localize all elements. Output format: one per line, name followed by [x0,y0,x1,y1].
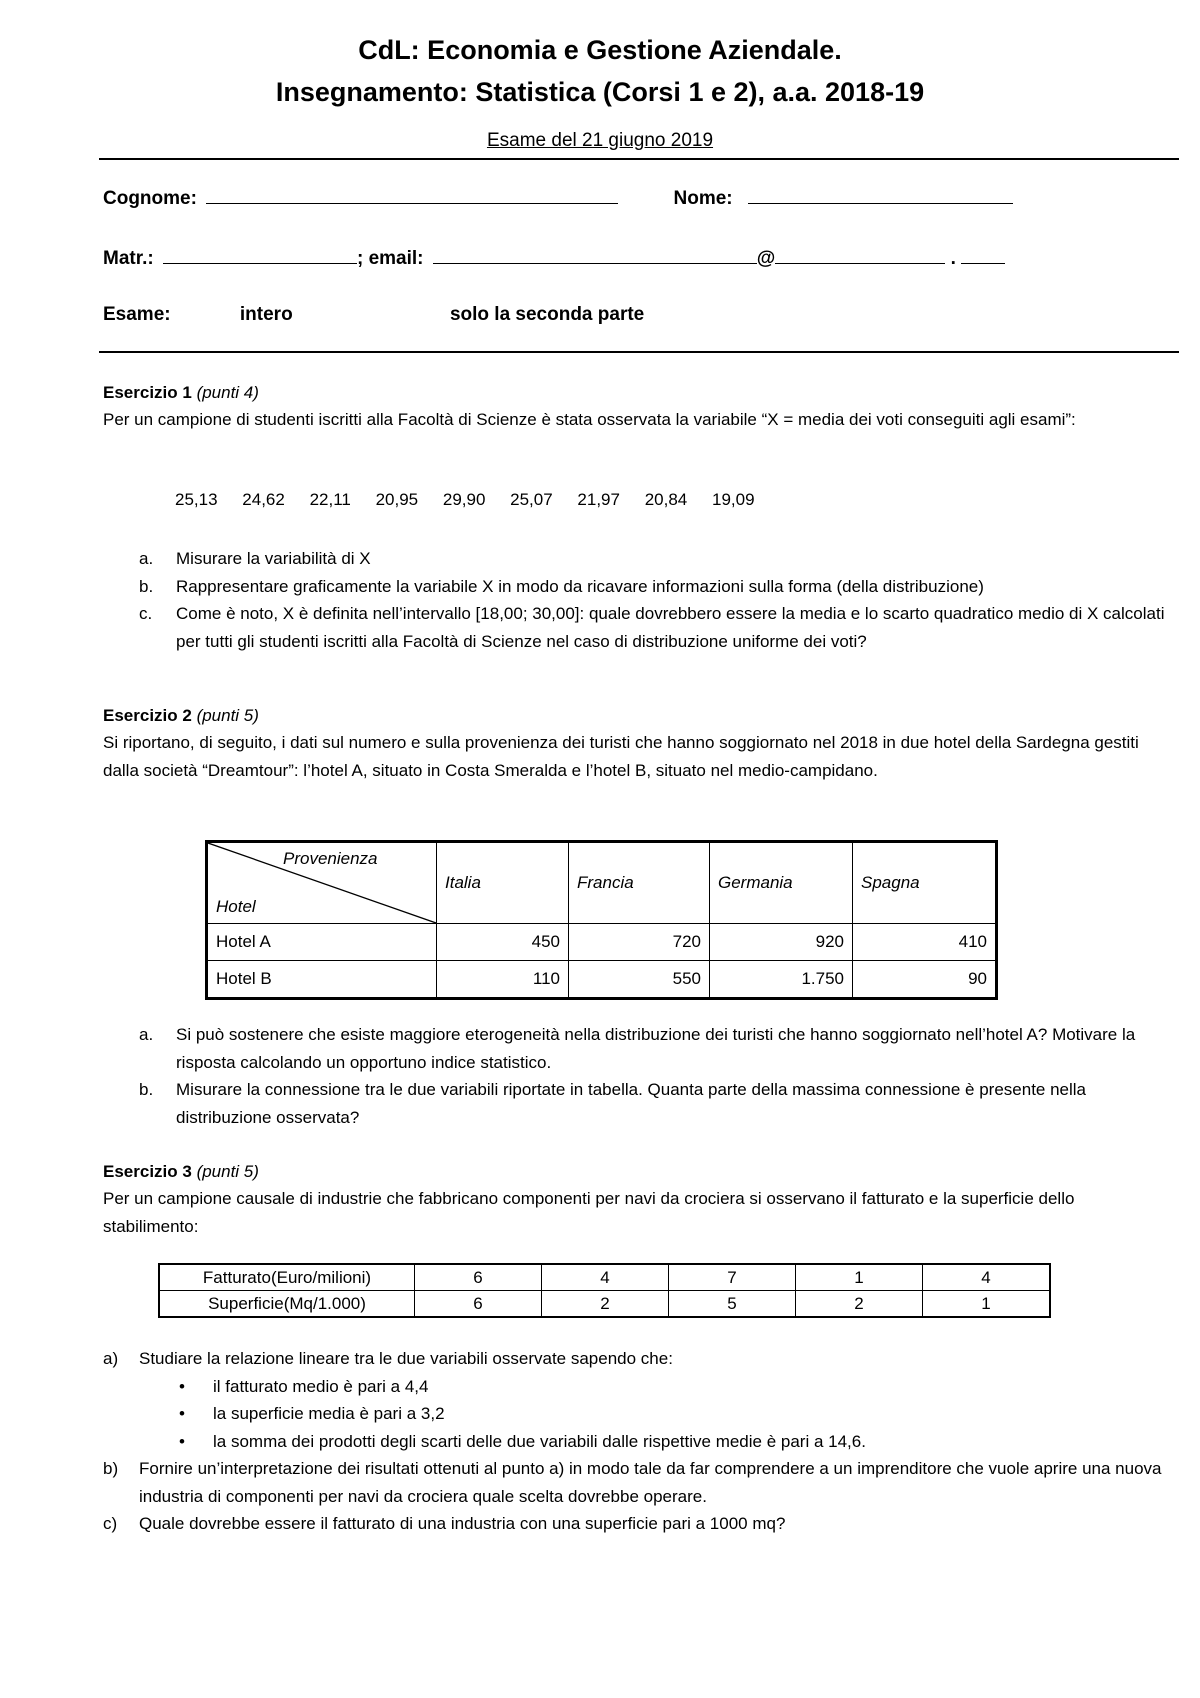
exercise-2-title: Esercizio 2 (punti 5) [103,706,259,725]
exercise-3-questions [103,1345,1178,1538]
table-row [207,924,997,961]
table-cell: 2 [542,1291,669,1318]
column-header: Germania [710,842,853,924]
esame-label: Esame: [103,304,171,325]
table-cell: 110 [437,961,569,999]
table-cell: 5 [669,1291,796,1318]
question-item: c) Quale dovrebbe essere il fatturato di una industria con una superficie pari a 1000 mq? [103,1514,786,1533]
row-variable-label: Hotel [216,897,256,916]
column-header: Italia [437,842,569,924]
exercise-3-text: Per un campione causale di industrie che fabbricano componenti per navi da crociera si osservano il fatturato e la superficie dello stabilimento: [103,1189,1075,1236]
divider-bottom [99,351,1179,353]
table-cell: 4 [923,1264,1051,1291]
course-title: CdL: Economia e Gestione Aziendale. [358,35,842,65]
bullet-item: • la superficie media è pari a 3,2 [179,1404,445,1423]
table-cell: 6 [415,1291,542,1318]
email-dot: . [950,248,956,269]
esame-row [103,304,644,326]
table-cell: 2 [796,1291,923,1318]
table-cell: 920 [710,924,853,961]
value-item: 20,84 [644,490,688,509]
matr-field[interactable] [163,245,357,264]
value-item: 29,90 [442,490,486,509]
row-header: Hotel B [207,961,437,999]
row-header: Superficie(Mq/1.000) [159,1291,415,1318]
table-cell: 1.750 [710,961,853,999]
table-cell: 4 [542,1264,669,1291]
bullet-item: • il fatturato medio è pari a 4,4 [179,1376,429,1396]
course-subtitle: Insegnamento: Statistica (Corsi 1 e 2), a.a. 2018-19 [275,77,925,107]
exercise-2-questions [103,1021,1178,1131]
value-item: 19,09 [711,490,755,509]
table-cell: 410 [853,924,997,961]
table-cell: 1 [923,1291,1051,1318]
question-item: c. Come è noto, X è definita nell’intervallo [18,00; 30,00]: quale dovrebbero essere la media e lo scarto quadratico medio di X calcolati per tutti gli studenti iscritti alla Facoltà di Scienze nel caso di distribuzione uniforme dei voti? [139,604,1165,651]
at-sign: @ [756,248,776,269]
option-seconda-parte[interactable]: solo la seconda parte [449,304,645,325]
matr-label: Matr.: [103,248,154,269]
email-label: ; email: [356,248,424,269]
option-intero[interactable]: intero [239,304,293,325]
exercise-1-text: Per un campione di studenti iscritti alla Facoltà di Scienze è stata osservata la variabile “X = media dei voti conseguiti agli esami”: [103,410,1076,429]
email-domain-field[interactable] [775,245,945,264]
email-user-field[interactable] [433,245,757,264]
matr-row [103,245,1005,270]
value-item: 20,95 [375,490,419,509]
name-row [103,185,1013,210]
exercise-1-title: Esercizio 1 (punti 4) [103,383,259,402]
question-item: b) Fornire un’interpretazione dei risultati ottenuti al punto a) in modo tale da far comprendere a un imprenditore che vuole aprire una nuova industria di componenti per navi da crociera quale scelta dovrebbe operare. [103,1459,1162,1506]
value-item: 25,07 [510,490,553,509]
table-header-row [207,842,997,924]
value-item: 22,11 [309,490,351,509]
column-variable-label: Provenienza [283,849,378,868]
question-item: a. Misurare la variabilità di X [139,549,371,568]
table-row [159,1264,1050,1291]
table-cell: 1 [796,1264,923,1291]
table-row [207,961,997,999]
email-tld-field[interactable] [961,245,1005,264]
bullet-item: • la somma dei prodotti degli scarti delle due variabili dalle rispettive medie è pari a 14,6. [179,1431,866,1451]
row-header: Hotel A [207,924,437,961]
question-item: b. Misurare la connessione tra le due variabili riportate in tabella. Quanta parte della massima connessione è presente nella distribuzione osservata? [139,1080,1087,1127]
diagonal-header-cell [207,842,437,924]
table-cell: 6 [415,1264,542,1291]
tourists-table [205,840,998,1000]
exercise-2-text: Si riportano, di seguito, i dati sul numero e sulla provenienza dei turisti che hanno soggiornato nel 2018 in due hotel della Sardegna gestiti dalla società “Dreamtour”: l’hotel A, situato in Costa Smeralda e l’hotel B, situato nel medio-campidano. [103,733,1139,780]
value-item: 24,62 [242,490,285,509]
nome-label: Nome: [673,188,733,209]
table-cell: 7 [669,1264,796,1291]
column-header: Spagna [853,842,997,924]
exam-date: Esame del 21 giugno 2019 [486,130,714,151]
question-item: a. Si può sostenere che esiste maggiore eterogeneità nella distribuzione dei turisti che hanno soggiornato nell’hotel A? Motivare la risposta calcolando un opportuno indice statistico. [139,1025,1136,1072]
divider-top [99,158,1179,160]
cognome-label: Cognome: [103,188,197,209]
column-header: Francia [569,842,710,924]
row-header: Fatturato(Euro/milioni) [159,1264,415,1291]
exercise-1-values [175,490,775,510]
table-cell: 450 [437,924,569,961]
nome-field[interactable] [748,185,1013,204]
value-item: 21,97 [577,490,620,509]
table-cell: 720 [569,924,710,961]
exercise-1-questions [103,545,1178,655]
question-item: b. Rappresentare graficamente la variabile X in modo da ricavare informazioni sulla forma (della distribuzione) [139,576,984,596]
value-item: 25,13 [175,490,218,509]
industry-table [158,1263,1051,1318]
table-cell: 550 [569,961,710,999]
question-item: a) Studiare la relazione lineare tra le due variabili osservate sapendo che: [103,1349,673,1368]
exercise-3-title: Esercizio 3 (punti 5) [103,1162,259,1181]
table-cell: 90 [853,961,997,999]
cognome-field[interactable] [206,185,618,204]
table-row [159,1291,1050,1318]
